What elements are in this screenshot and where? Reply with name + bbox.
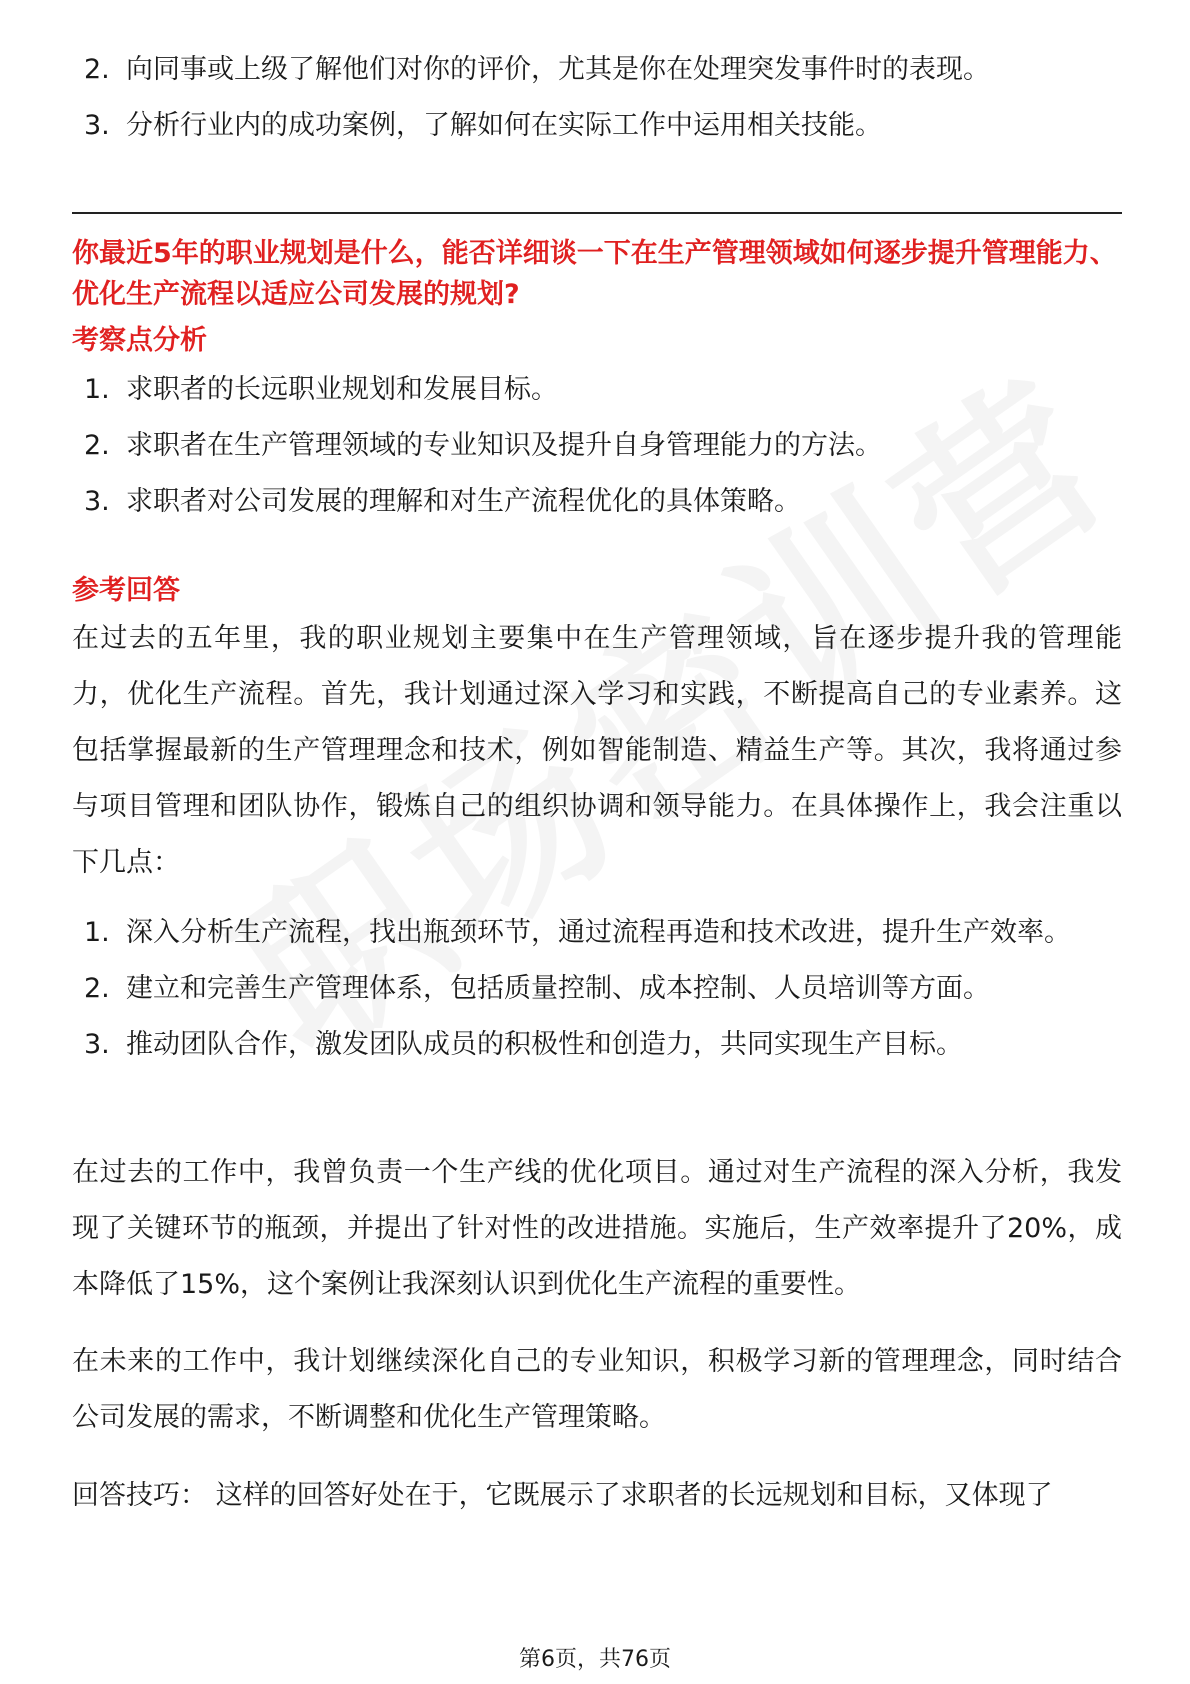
list-item — [84, 362, 1114, 418]
list-text: 深入分析生产流程，找出瓶颈环节，通过流程再造和技术改进，提升生产效率。 — [126, 917, 1071, 948]
answer-points-list — [84, 905, 1114, 1073]
list-item — [84, 42, 1114, 98]
list-item — [84, 961, 1114, 1017]
list-number: 2. — [84, 973, 110, 1004]
page-number: 第6页，共76页 — [519, 1647, 671, 1672]
list-item — [84, 418, 1114, 474]
answer-future-paragraph: 在未来的工作中，我计划继续深化自己的专业知识，积极学习新的管理理念，同时结合公司发展的需求，不断调整和优化生产管理策略。 — [72, 1346, 1122, 1433]
interview-question: 你最近5年的职业规划是什么，能否详细谈一下在生产管理领域如何逐步提升管理能力、优化生产流程以适应公司发展的规划? — [72, 238, 1117, 310]
answer-case-paragraph: 在过去的工作中，我曾负责一个生产线的优化项目。通过对生产流程的深入分析，我发现了关键环节的瓶颈，并提出了针对性的改进措施。实施后，生产效率提升了20%，成本降低了15%，这个案例让我深刻认识到优化生产流程的重要性。 — [72, 1157, 1122, 1300]
answer-heading: 参考回答 — [72, 575, 180, 606]
answer-intro: 在过去的五年里，我的职业规划主要集中在生产管理领域，旨在逐步提升我的管理能力，优化生产流程。首先，我计划通过深入学习和实践，不断提高自己的专业素养。这包括掌握最新的生产管理理念和技术，例如智能制造、精益生产等。其次，我将通过参与项目管理和团队协作，锻炼自己的组织协调和领导能力。在具体操作上，我会注重以下几点： — [72, 623, 1122, 878]
section-divider — [72, 212, 1122, 214]
list-text: 求职者对公司发展的理解和对生产流程优化的具体策略。 — [126, 486, 801, 517]
list-number: 3. — [84, 110, 110, 141]
list-text: 求职者的长远职业规划和发展目标。 — [126, 374, 558, 405]
list-item — [84, 905, 1114, 961]
list-number: 2. — [84, 430, 110, 461]
list-text: 分析行业内的成功案例，了解如何在实际工作中运用相关技能。 — [126, 110, 882, 141]
analysis-list — [84, 362, 1114, 530]
list-item — [84, 474, 1114, 530]
list-number: 3. — [84, 486, 110, 517]
previous-tips-list — [84, 42, 1114, 154]
list-number: 3. — [84, 1029, 110, 1060]
list-number: 1. — [84, 374, 110, 405]
list-number: 1. — [84, 917, 110, 948]
list-item — [84, 1017, 1114, 1073]
list-item — [84, 98, 1114, 154]
list-text: 建立和完善生产管理体系，包括质量控制、成本控制、人员培训等方面。 — [126, 973, 990, 1004]
list-text: 推动团队合作，激发团队成员的积极性和创造力，共同实现生产目标。 — [126, 1029, 963, 1060]
list-text: 求职者在生产管理领域的专业知识及提升自身管理能力的方法。 — [126, 430, 882, 461]
analysis-heading: 考察点分析 — [72, 325, 207, 356]
list-text: 向同事或上级了解他们对你的评价，尤其是你在处理突发事件时的表现。 — [126, 54, 990, 85]
list-number: 2. — [84, 54, 110, 85]
answer-tip: 回答技巧： 这样的回答好处在于，它既展示了求职者的长远规划和目标，又体现了 — [72, 1480, 1053, 1511]
